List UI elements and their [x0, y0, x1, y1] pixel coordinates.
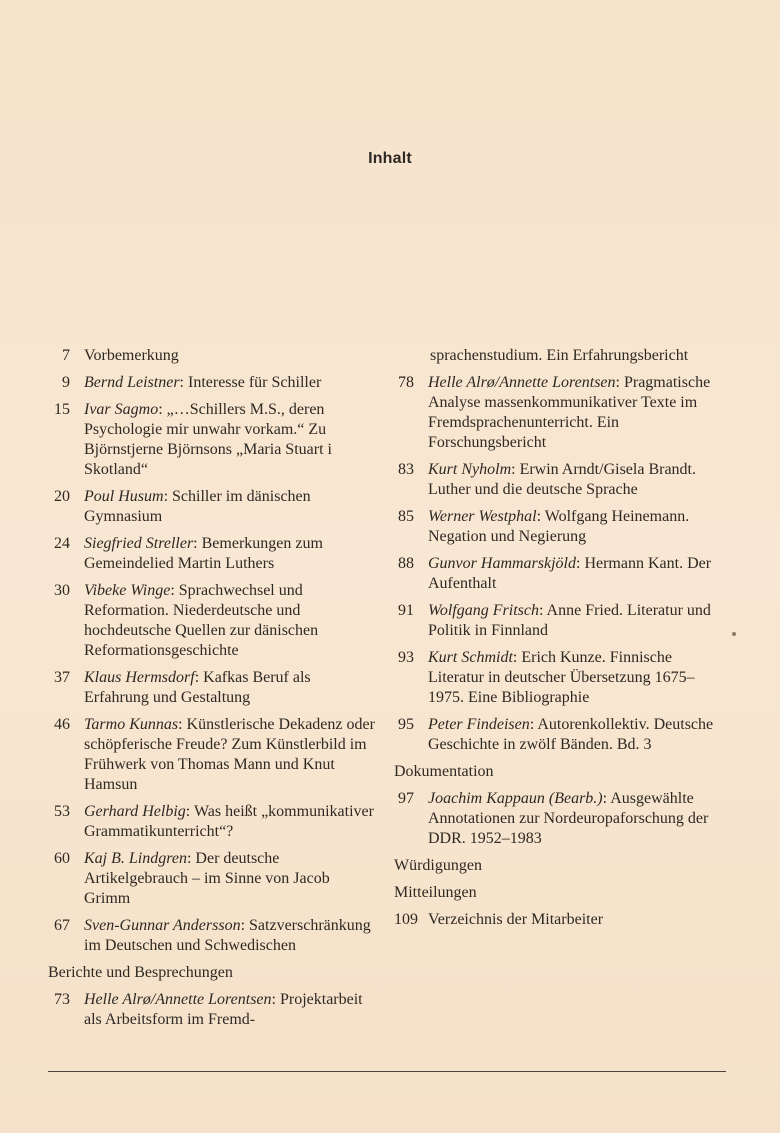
entry-title: : Interesse für Schiller — [179, 374, 322, 391]
toc-entry — [394, 554, 726, 594]
entry-text — [428, 715, 726, 755]
page-number: 97 — [398, 790, 414, 807]
entry-author: Joachim Kappaun (Bearb.) — [428, 790, 603, 807]
entry-author: Wolfgang Fritsch — [428, 602, 539, 619]
entry-continuation: sprachenstudium. Ein Erfahrungsbericht — [430, 347, 689, 364]
entry-author: Ivar Sagmo — [84, 401, 159, 418]
entry-author: Bernd Leistner — [84, 374, 180, 391]
toc-entry — [48, 715, 378, 795]
margin-dot — [732, 632, 736, 636]
entry-author: Helle Alrø/Annette Lorentsen — [84, 991, 272, 1008]
entry-title: : Schiller im dänischen Gymnasium — [84, 488, 311, 525]
toc-entry — [394, 507, 726, 547]
toc-entry-109 — [394, 910, 726, 930]
toc-entry-73 — [48, 990, 378, 1030]
entry-text: Verzeichnis der Mitarbeiter — [428, 911, 604, 928]
page-number: 46 — [54, 716, 70, 733]
toc-entry — [48, 581, 378, 661]
toc-entry — [48, 916, 378, 956]
toc-entry — [394, 460, 726, 500]
entry-text — [84, 990, 378, 1030]
toc-entry — [48, 346, 378, 366]
entry-author: Gunvor Hammarskjöld — [428, 555, 576, 572]
entry-title: : Anne Fried. Literatur und Politik in Finnland — [428, 602, 711, 639]
page-title: Inhalt — [368, 150, 412, 167]
entry-title: : Pragmatische Analyse massenkommunikativer Texte im Fremdsprachenunterricht. Ein Forschungsbericht — [428, 374, 711, 451]
entry-title: : Autorenkollektiv. Deutsche Geschichte in zwölf Bänden. Bd. 3 — [428, 716, 714, 753]
page-number: 73 — [54, 991, 70, 1008]
page-number: 37 — [54, 669, 70, 686]
page-number: 20 — [54, 488, 70, 505]
page-number: 9 — [62, 374, 70, 391]
entry-text — [84, 487, 378, 527]
entry-author: Kurt Schmidt — [428, 649, 513, 666]
entry-author: Gerhard Helbig — [84, 803, 186, 820]
toc-right-entries — [394, 373, 726, 755]
entry-text — [84, 715, 378, 795]
entry-title: : Satzverschränkung im Deutschen und Schwedischen — [84, 917, 371, 954]
entry-text — [84, 802, 378, 842]
entry-title: : Hermann Kant. Der Aufenthalt — [428, 555, 712, 592]
toc-entry — [394, 373, 726, 453]
toc-left-entries — [48, 346, 378, 956]
toc-entry — [394, 601, 726, 641]
section-heading-dokumentation: Dokumentation — [394, 763, 494, 780]
page-number: 83 — [398, 461, 414, 478]
toc-entry — [48, 849, 378, 909]
page-number: 85 — [398, 508, 414, 525]
entry-title: : Kafkas Beruf als Erfahrung und Gestaltung — [84, 669, 311, 706]
page-number: 109 — [394, 911, 418, 928]
entry-title: : „…Schillers M.S., deren Psychologie mir unwahr vorkam.“ Zu Björnstjerne Björnsons „Maria Stuart i Skotland“ — [84, 401, 332, 478]
page-number: 95 — [398, 716, 414, 733]
entry-text — [84, 400, 378, 480]
page-number: 15 — [54, 401, 70, 418]
entry-text — [428, 601, 726, 641]
entry-text — [428, 789, 726, 849]
entry-text — [428, 648, 726, 708]
entry-title: : Was heißt „kommunikativer Grammatikunterricht“? — [84, 803, 374, 840]
entry-author: Vibeke Winge — [84, 582, 171, 599]
entry-text — [84, 916, 378, 956]
section-heading-berichte: Berichte und Besprechungen — [48, 964, 233, 981]
entry-author: Kurt Nyholm — [428, 461, 512, 478]
entry-title: : Bemerkungen zum Gemeindelied Martin Luthers — [84, 535, 323, 572]
toc-entry — [48, 487, 378, 527]
page-number: 24 — [54, 535, 70, 552]
entry-text — [84, 534, 378, 574]
page-number: 91 — [398, 602, 414, 619]
entry-author: Kaj B. Lindgren — [84, 850, 187, 867]
entry-author: Klaus Hermsdorf — [84, 669, 195, 686]
entry-author: Siegfried Streller — [84, 535, 194, 552]
entry-title: : Erich Kunze. Finnische Literatur in deutscher Übersetzung 1675–1975. Eine Bibliographie — [428, 649, 695, 706]
entry-text — [428, 507, 726, 547]
section-heading-wuerdigungen: Würdigungen — [394, 857, 482, 874]
toc-entry — [48, 802, 378, 842]
toc-entry-97 — [394, 789, 726, 849]
entry-title: : Ausgewählte Annotationen zur Nordeuropaforschung der DDR. 1952–1983 — [428, 790, 709, 847]
entry-author: Sven-Gunnar Andersson — [84, 917, 241, 934]
toc-entry — [48, 373, 378, 393]
entry-title: : Künstlerische Dekadenz oder schöpferische Freude? Zum Künstlerbild im Frühwerk von Thomas Mann und Knut Hamsun — [84, 716, 375, 793]
toc-entry — [48, 400, 378, 480]
entry-text — [84, 373, 378, 393]
page-number: 60 — [54, 850, 70, 867]
page-number: 88 — [398, 555, 414, 572]
page-number: 7 — [62, 347, 70, 364]
entry-author: Poul Husum — [84, 488, 164, 505]
entry-text — [84, 346, 378, 366]
bottom-rule — [48, 1071, 726, 1072]
toc-right-column — [394, 346, 726, 937]
page-number: 78 — [398, 374, 414, 391]
entry-title: : Projektarbeit als Arbeitsform im Fremd- — [84, 991, 363, 1028]
entry-text — [428, 373, 726, 453]
entry-author: Werner Westphal — [428, 508, 537, 525]
toc-entry — [48, 534, 378, 574]
toc-entry — [48, 668, 378, 708]
entry-author: Peter Findeisen — [428, 716, 530, 733]
entry-title: : Wolfgang Heinemann. Negation und Negierung — [428, 508, 690, 545]
entry-text — [428, 460, 726, 500]
entry-text — [84, 849, 378, 909]
page-number: 53 — [54, 803, 70, 820]
entry-author: Helle Alrø/Annette Lorentsen — [428, 374, 616, 391]
page-number: 30 — [54, 582, 70, 599]
section-heading-mitteilungen: Mitteilungen — [394, 884, 477, 901]
entry-title: Vorbemerkung — [84, 347, 179, 364]
toc-entry — [394, 648, 726, 708]
entry-text — [428, 554, 726, 594]
entry-title: : Der deutsche Artikelgebrauch – im Sinne von Jacob Grimm — [84, 850, 330, 907]
toc-entry — [394, 715, 726, 755]
entry-text — [84, 581, 378, 661]
entry-title: : Erwin Arndt/Gisela Brandt. Luther und die deutsche Sprache — [428, 461, 696, 498]
page-number: 93 — [398, 649, 414, 666]
page-number: 67 — [54, 917, 70, 934]
entry-title: : Sprachwechsel und Reformation. Niederdeutsche und hochdeutsche Quellen zur dänischen Reformationsgeschichte — [84, 582, 319, 659]
entry-author: Tarmo Kunnas — [84, 716, 179, 733]
entry-text — [84, 668, 378, 708]
toc-left-column — [48, 346, 378, 1037]
